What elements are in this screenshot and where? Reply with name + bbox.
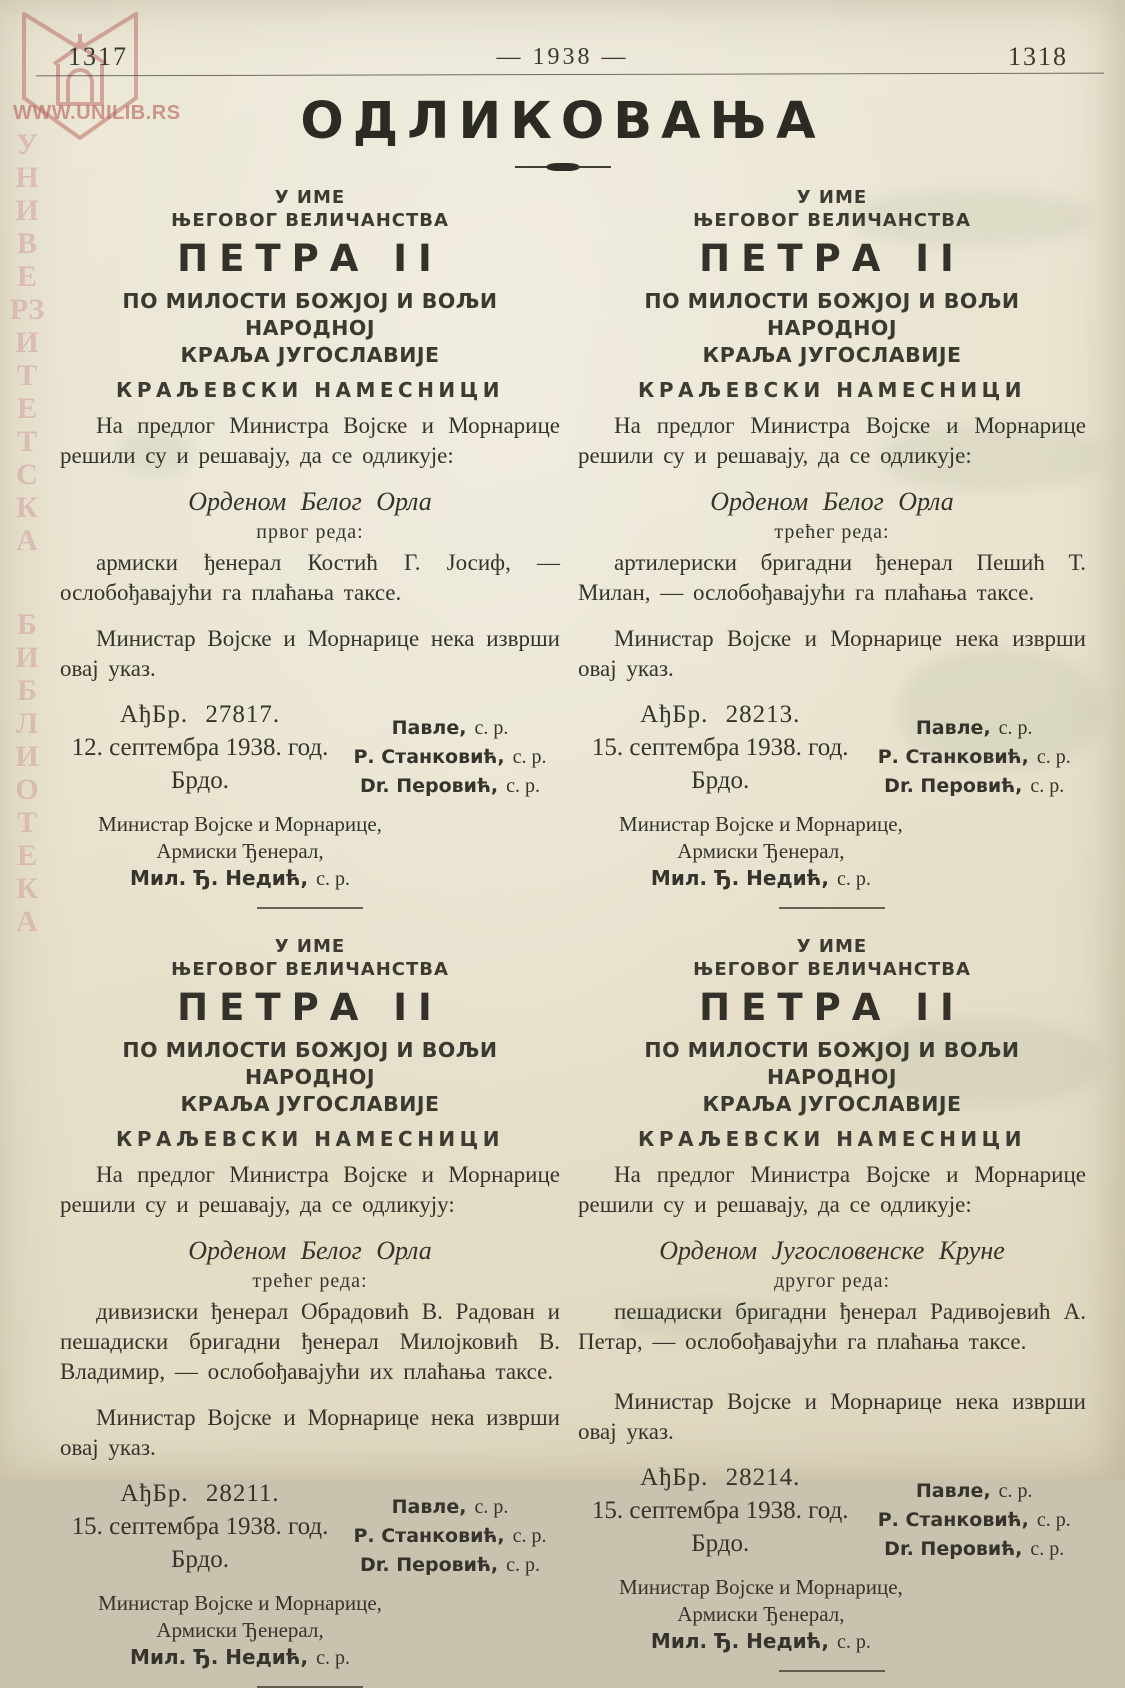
signature-line: Павле, с. р. xyxy=(391,717,509,739)
header-rule xyxy=(36,73,1104,77)
recipient-paragraph: пешадиски бригадни ђенерал Радивојевић А. Петар, — ослобођавајући га плаћања таксе. xyxy=(578,1299,1086,1354)
ministry-line: Армиски Ђенерал, xyxy=(156,1618,324,1642)
regents-line: КРАЉЕВСКИ НАМЕСНИЦИ xyxy=(116,1127,504,1151)
decree-block-1 xyxy=(60,186,560,909)
year-header: — 1938 — xyxy=(496,44,629,70)
king-name: ПЕТРА II xyxy=(177,237,443,280)
ministry-line: Мил. Ђ. Недић, с. р. xyxy=(130,1645,350,1669)
intro-paragraph: На предлог Министра Војске и Морнарице решили су и решавају, да се одликује: xyxy=(60,413,560,468)
order-class: другог реда: xyxy=(773,1270,891,1292)
order-class: трећег реда: xyxy=(252,1270,368,1292)
title-ornament xyxy=(0,163,1125,171)
regents-line: КРАЉЕВСКИ НАМЕСНИЦИ xyxy=(116,378,504,402)
ministry-line: Мил. Ђ. Недић, с. р. xyxy=(650,1629,871,1653)
section-divider xyxy=(779,1670,885,1672)
signature-line: Р. Станковић, с. р. xyxy=(353,746,547,768)
grace-line-2: КРАЉА ЈУГОСЛАВИЈЕ xyxy=(702,343,962,367)
majesty-line: ЊЕГОВОГ ВЕЛИЧАНСТВА xyxy=(693,210,971,231)
signature-line: Павле, с. р. xyxy=(391,1496,509,1518)
king-name: ПЕТРА II xyxy=(699,237,965,280)
order-name: Орденом Југословенске Круне xyxy=(659,1236,1005,1265)
decree-number: АђБр. 28214. xyxy=(640,1464,801,1491)
signature-row xyxy=(578,1461,1086,1564)
signature-line: Dr. Перовић, с. р. xyxy=(359,775,541,797)
watermark-vertical-word-1: УНИВЕРЗИТЕТСКА xyxy=(9,128,45,557)
decree-block-2 xyxy=(578,186,1086,909)
order-name: Орденом Белог Орла xyxy=(188,1236,432,1265)
signature-line: Dr. Перовић, с. р. xyxy=(359,1554,541,1576)
ministry-line: Мил. Ђ. Недић, с. р. xyxy=(650,866,871,890)
left-column xyxy=(60,186,560,1688)
ministry-line: Министар Војске и Морнарице, xyxy=(618,1575,903,1599)
section-divider xyxy=(779,907,885,909)
decree-date: 15. септембра 1938. год. xyxy=(71,1513,329,1540)
execution-paragraph: Министар Војске и Морнарице нека изврши овај указ. xyxy=(60,1405,560,1460)
in-name-line: У ИМЕ xyxy=(796,936,868,957)
execution-paragraph: Министар Војске и Морнарице нека изврши овај указ. xyxy=(578,626,1086,681)
signature-row xyxy=(578,698,1086,801)
order-name: Орденом Белог Орла xyxy=(188,487,432,516)
signature-line: Dr. Перовић, с. р. xyxy=(884,775,1065,797)
king-name: ПЕТРА II xyxy=(177,986,443,1029)
signature-line: Dr. Перовић, с. р. xyxy=(884,1538,1065,1560)
ministry-line: Армиски Ђенерал, xyxy=(677,1602,845,1626)
grace-line-1: ПО МИЛОСТИ БОЖЈОЈ И ВОЉИ НАРОДНОЈ xyxy=(644,289,1020,340)
execution-paragraph: Министар Војске и Морнарице нека изврши овај указ. xyxy=(578,1389,1086,1444)
signature-line: Р. Станковић, с. р. xyxy=(877,746,1071,768)
signature-line: Р. Станковић, с. р. xyxy=(877,1509,1071,1531)
king-name: ПЕТРА II xyxy=(699,986,965,1029)
majesty-line: ЊЕГОВОГ ВЕЛИЧАНСТВА xyxy=(171,959,449,980)
grace-line-2: КРАЉА ЈУГОСЛАВИЈЕ xyxy=(180,1092,440,1116)
decree-date: 15. септембра 1938. год. xyxy=(591,1497,849,1524)
grace-line-2: КРАЉА ЈУГОСЛАВИЈЕ xyxy=(180,343,440,367)
regents-line: КРАЉЕВСКИ НАМЕСНИЦИ xyxy=(638,1127,1026,1151)
signature-line: Павле, с. р. xyxy=(915,1480,1033,1502)
recipient-paragraph: артилериски бригадни ђенерал Пешић Т. Милан, — ослобођавајући га плаћања таксе. xyxy=(578,550,1086,605)
signature-line: Павле, с. р. xyxy=(915,717,1033,739)
right-column xyxy=(578,186,1086,1672)
ministry-signature xyxy=(60,811,420,893)
decree-number: АђБр. 28213. xyxy=(640,701,801,728)
grace-line-1: ПО МИЛОСТИ БОЖЈОЈ И ВОЉИ НАРОДНОЈ xyxy=(122,289,498,340)
page-title: ОДЛИКОВАЊА xyxy=(300,92,825,151)
decree-block-3 xyxy=(60,935,560,1688)
watermark-vertical-word-2: БИБЛИОТЕКА xyxy=(15,608,39,938)
ministry-line: Армиски Ђенерал, xyxy=(677,839,845,863)
in-name-line: У ИМЕ xyxy=(274,936,346,957)
decree-date: 15. септембра 1938. год. xyxy=(591,734,849,761)
ministry-signature xyxy=(578,811,944,893)
intro-paragraph: На предлог Министра Војске и Морнарице решили су и решавају, да се одликују: xyxy=(60,1162,560,1217)
in-name-line: У ИМЕ xyxy=(796,187,868,208)
decree-place: Брдо. xyxy=(171,767,229,794)
ministry-signature xyxy=(578,1574,944,1656)
decree-place: Брдо. xyxy=(691,1530,750,1557)
signature-line: Р. Станковић, с. р. xyxy=(353,1525,547,1547)
order-name: Орденом Белог Орла xyxy=(710,487,954,516)
decree-date: 12. септембра 1938. год. xyxy=(71,734,329,761)
signature-row xyxy=(60,1477,560,1580)
section-divider xyxy=(257,907,363,909)
ministry-line: Армиски Ђенерал, xyxy=(156,839,324,863)
grace-line-1: ПО МИЛОСТИ БОЖЈОЈ И ВОЉИ НАРОДНОЈ xyxy=(122,1038,498,1089)
decree-number: АђБр. 27817. xyxy=(119,701,281,728)
execution-paragraph: Министар Војске и Морнарице нека изврши овај указ. xyxy=(60,626,560,681)
in-name-line: У ИМЕ xyxy=(274,187,346,208)
grace-line-2: КРАЉА ЈУГОСЛАВИЈЕ xyxy=(702,1092,962,1116)
intro-paragraph: На предлог Министра Војске и Морнарице решили су и решавају, да се одликује: xyxy=(578,413,1086,468)
ministry-line: Мил. Ђ. Недић, с. р. xyxy=(130,866,350,890)
grace-line-1: ПО МИЛОСТИ БОЖЈОЈ И ВОЉИ НАРОДНОЈ xyxy=(644,1038,1020,1089)
decree-place: Брдо. xyxy=(691,767,750,794)
watermark-url: WWW.UNILIB.RS xyxy=(13,102,181,124)
recipient-paragraph: дивизиски ђенерал Обрадовић В. Радован и пешадиски бригадни ђенерал Милојковић В. Владимир, — ослобођавајући их плаћања таксе. xyxy=(60,1299,560,1384)
recipient-paragraph: армиски ђенерал Костић Г. Јосиф, — ослобођавајући га плаћања таксе. xyxy=(60,550,560,605)
ministry-line: Министар Војске и Морнарице, xyxy=(98,812,382,836)
ministry-signature xyxy=(60,1590,420,1672)
page-number-left: 1317 xyxy=(68,42,128,71)
signature-row xyxy=(60,698,560,801)
ministry-line: Министар Војске и Морнарице, xyxy=(98,1591,382,1615)
order-class: првог реда: xyxy=(256,521,364,543)
decree-block-4 xyxy=(578,935,1086,1672)
decree-place: Брдо. xyxy=(171,1546,229,1573)
decree-number: АђБр. 28211. xyxy=(120,1480,280,1507)
page-number-right: 1318 xyxy=(1008,42,1068,71)
order-class: трећег реда: xyxy=(774,521,890,543)
regents-line: КРАЉЕВСКИ НАМЕСНИЦИ xyxy=(638,378,1026,402)
majesty-line: ЊЕГОВОГ ВЕЛИЧАНСТВА xyxy=(693,959,971,980)
intro-paragraph: На предлог Министра Војске и Морнарице решили су и решавају, да се одликује: xyxy=(578,1162,1086,1217)
ministry-line: Министар Војске и Морнарице, xyxy=(618,812,903,836)
majesty-line: ЊЕГОВОГ ВЕЛИЧАНСТВА xyxy=(171,210,449,231)
